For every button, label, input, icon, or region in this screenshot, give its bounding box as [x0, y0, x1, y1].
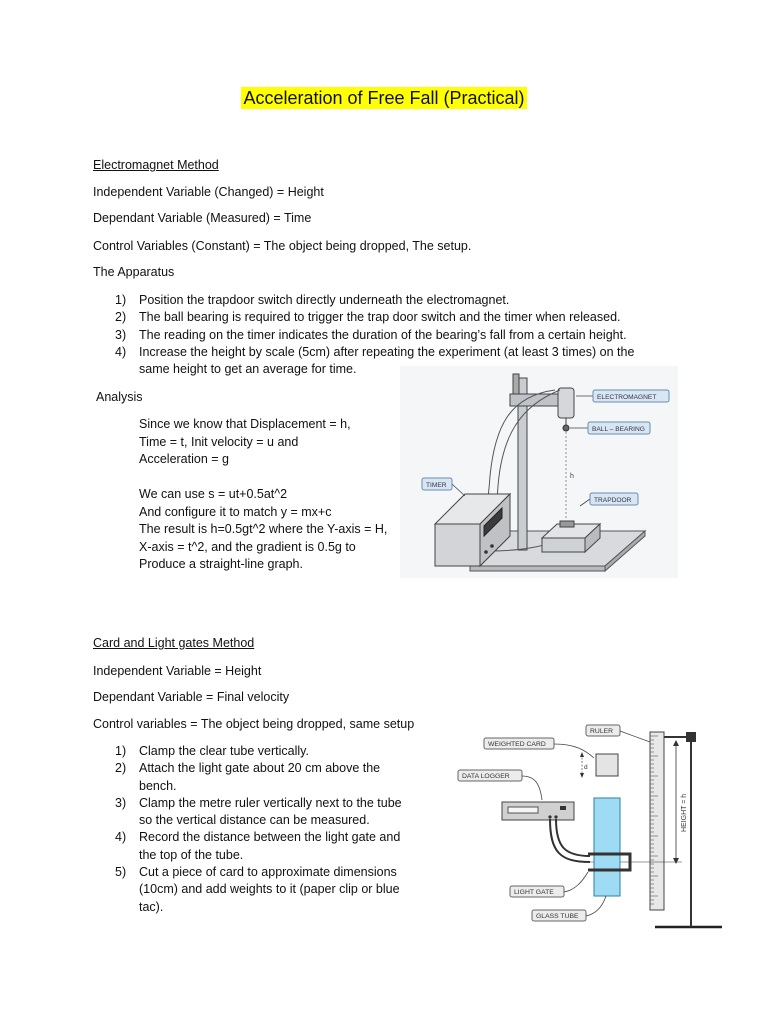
lightgate-dependent: Dependant Variable = Final velocity: [93, 690, 290, 704]
lightgate-control: Control variables = The object being dropped, same setup: [93, 717, 415, 731]
step-number: 4): [115, 830, 127, 845]
step-number: 5): [115, 865, 127, 880]
list-item: [93, 864, 433, 916]
electromagnet-body: [558, 388, 574, 418]
timer-label: TIMER: [426, 482, 447, 489]
weighted-card: [596, 754, 618, 776]
lightgate-steps: [93, 743, 433, 916]
list-item: [93, 309, 713, 326]
step-text: Position the trapdoor switch directly underneath the electromagnet.: [139, 293, 510, 307]
ball-bearing: [563, 425, 569, 431]
lightgate-apparatus-diagram: [450, 722, 730, 932]
analysis-line: And configure it to match y = mx+c: [139, 504, 332, 519]
analysis-line: The result is h=0.5gt^2 where the Y-axis = H,: [139, 522, 388, 536]
lightgate-independent: Independent Variable = Height: [93, 664, 262, 678]
list-item: [93, 795, 433, 830]
trapdoor-box: [542, 538, 585, 552]
list-item: [93, 760, 433, 795]
glass-tube: [594, 798, 620, 896]
step-text: Attach the light gate about 20 cm above the: [139, 761, 381, 776]
step-number: 2): [115, 761, 127, 776]
step-text: Increase the height by scale (5cm) after repeating the experiment (at least 3 times) on the: [139, 344, 635, 359]
electromagnet-independent: Independent Variable (Changed) = Height: [93, 185, 324, 199]
electromagnet-dependent: Dependant Variable (Measured) = Time: [93, 211, 312, 225]
step-text: The ball bearing is required to trigger the trap door switch and the timer when released.: [139, 310, 621, 325]
step-text-continued: the top of the tube.: [139, 847, 244, 862]
step-number: 3): [115, 795, 127, 810]
step-text: Clamp the metre ruler vertically next to the tube: [139, 795, 402, 810]
step-number: 2): [115, 310, 127, 325]
step-text: The reading on the timer indicates the duration of the bearing’s fall from a certain height.: [139, 327, 627, 342]
card-length-label: d: [584, 764, 588, 771]
list-item: [93, 829, 433, 864]
step-text: Record the distance between the light gate and: [139, 830, 401, 845]
analysis-line: Produce a straight-line graph.: [139, 557, 303, 571]
analysis-heading: Analysis: [96, 390, 143, 404]
step-text: Cut a piece of card to approximate dimensions: [139, 865, 397, 880]
list-item: [93, 327, 713, 344]
electromagnet-label: ELECTROMAGNET: [597, 394, 657, 401]
step-number: 3): [115, 327, 127, 342]
light-gate-label: LIGHT GATE: [514, 889, 554, 896]
step-number: 1): [115, 293, 127, 307]
page-title: [0, 88, 768, 109]
step-text-continued: so the vertical distance can be measured.: [139, 813, 370, 828]
height-label: HEIGHT = h: [681, 793, 688, 832]
trapdoor-label: TRAPDOOR: [594, 497, 632, 504]
ruler-label: RULER: [590, 728, 614, 735]
data-logger-label: DATA LOGGER: [462, 773, 510, 780]
step-text-continued: bench.: [139, 778, 177, 793]
weighted-card-label: WEIGHTED CARD: [488, 741, 546, 748]
analysis-line: [139, 469, 387, 487]
timer-box: [435, 524, 480, 566]
electromagnet-control: Control Variables (Constant) = The object being dropped, The setup.: [93, 239, 472, 253]
glass-tube-label: GLASS TUBE: [536, 913, 579, 920]
electromagnet-heading: Electromagnet Method: [93, 158, 219, 172]
analysis-line: We can use s = ut+0.5at^2: [139, 487, 288, 501]
analysis-line: Since we know that Displacement = h,: [139, 417, 351, 431]
analysis-line: Time = t, Init velocity = u and: [139, 434, 299, 449]
step-text: Clamp the clear tube vertically.: [139, 744, 309, 758]
step-text-continued: (10cm) and add weights to it (paper clip or blue: [139, 882, 400, 897]
electromagnet-apparatus-diagram: [400, 366, 678, 578]
analysis-line: X-axis = t^2, and the gradient is 0.5g to: [139, 539, 356, 554]
page-title-text: Acceleration of Free Fall (Practical): [243, 88, 525, 108]
list-item: [93, 292, 713, 309]
apparatus-heading: The Apparatus: [93, 265, 175, 279]
step-text-continued: tac).: [139, 899, 164, 914]
analysis-block: [139, 416, 387, 574]
lightgate-heading: Card and Light gates Method: [93, 636, 255, 650]
ball-bearing-label: BALL – BEARING: [592, 426, 645, 433]
step-text-continued: same height to get an average for time.: [139, 362, 357, 377]
list-item: [93, 743, 433, 760]
step-number: 4): [115, 344, 127, 359]
metre-ruler: [650, 732, 664, 910]
height-label: h: [570, 473, 574, 480]
step-number: 1): [115, 744, 127, 758]
analysis-line: Acceleration = g: [139, 452, 229, 466]
